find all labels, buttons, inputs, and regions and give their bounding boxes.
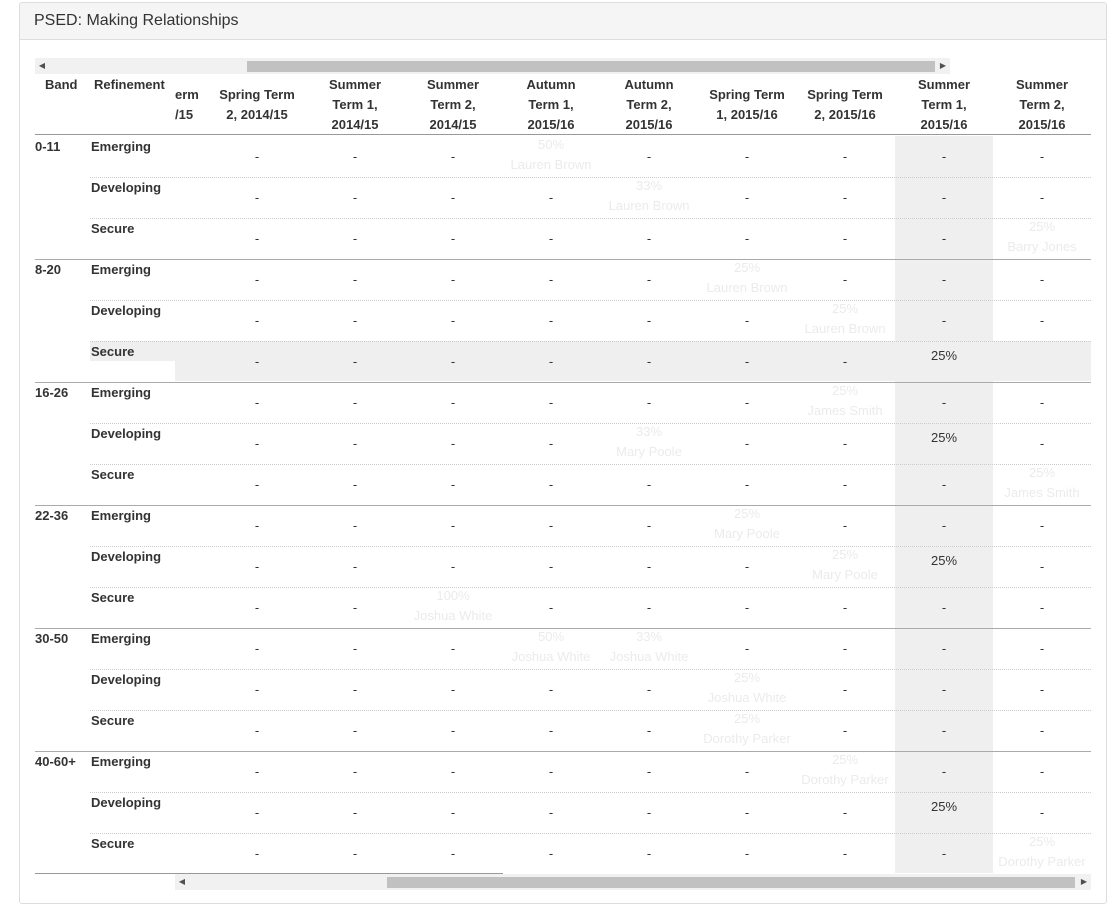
table-cell: - <box>646 846 652 861</box>
refinement-label: Emerging <box>91 139 151 154</box>
table-cell-name: Joshua White <box>511 649 591 664</box>
refinement-label: Secure <box>91 836 135 851</box>
refinement-label: Emerging <box>91 631 151 646</box>
table-cell: - <box>450 641 456 656</box>
table-cell-name: Joshua White <box>609 649 689 664</box>
table-cell: - <box>450 846 456 861</box>
table-cell: - <box>1039 518 1045 533</box>
table-cell: - <box>548 190 554 205</box>
table-cell: - <box>352 846 358 861</box>
bottom-scrollbar[interactable] <box>175 874 1091 890</box>
table-cell: - <box>548 805 554 820</box>
table-cell: - <box>254 764 260 779</box>
highlight-row-mask <box>90 361 175 381</box>
term-column-header[interactable] <box>208 85 306 125</box>
table-cell: - <box>548 477 554 492</box>
table-cell: - <box>744 231 750 246</box>
table-cell: - <box>450 436 456 451</box>
table-cell: - <box>941 764 947 779</box>
table-cell: - <box>254 518 260 533</box>
table-cell: - <box>941 149 947 164</box>
column-header-line: Summer <box>917 77 971 92</box>
column-header-line: Term 1, <box>921 97 967 112</box>
table-cell: - <box>450 559 456 574</box>
refinement-label: Developing <box>91 795 162 810</box>
refinement-label: Developing <box>91 549 162 564</box>
band-label: 40-60+ <box>35 754 76 769</box>
table-cell: - <box>450 682 456 697</box>
scrollbar-thumb[interactable] <box>387 877 1075 888</box>
table-cell: - <box>1039 682 1045 697</box>
table-cell: - <box>352 231 358 246</box>
table-cell: - <box>646 682 652 697</box>
table-cell: - <box>842 682 848 697</box>
table-cell: - <box>352 272 358 287</box>
refinement-label: Secure <box>91 713 135 728</box>
table-cell: - <box>1039 805 1045 820</box>
table-cell: - <box>548 395 554 410</box>
table-cell: - <box>941 313 947 328</box>
scrollbar-thumb[interactable] <box>247 61 935 72</box>
term-column-header[interactable] <box>993 75 1091 135</box>
table-cell: - <box>646 600 652 615</box>
table-cell-name: Lauren Brown <box>510 157 592 172</box>
scroll-right-icon[interactable]: ▶ <box>1080 877 1088 886</box>
table-cell: - <box>1039 149 1045 164</box>
table-cell: - <box>941 682 947 697</box>
row-divider <box>90 587 1091 588</box>
table-cell: - <box>548 559 554 574</box>
table-cell: - <box>646 354 652 369</box>
table-cell: - <box>744 354 750 369</box>
band-label: 0-11 <box>35 139 61 154</box>
table-cell: - <box>744 805 750 820</box>
table-cell: - <box>744 395 750 410</box>
table-cell-name: James Smith <box>807 403 883 418</box>
table-cell: - <box>1039 313 1045 328</box>
table-cell: - <box>744 764 750 779</box>
table-cell: - <box>254 313 260 328</box>
panel-title: PSED: Making Relationships <box>20 3 1106 40</box>
table-cell: - <box>254 641 260 656</box>
table-cell: - <box>548 231 554 246</box>
table-cell: - <box>646 805 652 820</box>
table-cell-name: Dorothy Parker <box>998 854 1086 869</box>
table-cell-percent: 25% <box>831 301 859 316</box>
column-header-line: Autumn <box>526 77 576 92</box>
table-cell: - <box>450 805 456 820</box>
table-cell: - <box>744 846 750 861</box>
table-cell: - <box>646 231 652 246</box>
table-cell: - <box>548 600 554 615</box>
term-column-header[interactable] <box>175 85 208 125</box>
table-cell: - <box>450 764 456 779</box>
table-cell: - <box>1039 764 1045 779</box>
table-cell: - <box>352 682 358 697</box>
table-cell: - <box>744 641 750 656</box>
band-divider <box>35 382 1091 383</box>
refinement-column-header[interactable]: Refinement <box>94 77 165 92</box>
column-header-line: 2014/15 <box>429 117 477 132</box>
table-cell: - <box>254 723 260 738</box>
refinement-label: Secure <box>91 221 135 236</box>
table-cell: - <box>941 477 947 492</box>
table-cell: - <box>450 313 456 328</box>
band-label: 30-50 <box>35 631 69 646</box>
table-cell-percent: 25% <box>831 383 859 398</box>
row-divider <box>90 177 1091 178</box>
table-cell: - <box>646 149 652 164</box>
band-divider <box>35 505 1091 506</box>
table-cell: - <box>1039 395 1045 410</box>
table-cell: - <box>646 559 652 574</box>
table-cell-name: Lauren Brown <box>608 198 690 213</box>
table-cell: - <box>352 190 358 205</box>
table-cell: - <box>450 395 456 410</box>
refinement-label: Secure <box>91 344 135 359</box>
band-label: 8-20 <box>35 262 62 277</box>
table-cell: - <box>450 518 456 533</box>
column-header-line: erm <box>175 87 199 102</box>
scroll-left-icon[interactable]: ◀ <box>38 61 46 70</box>
table-cell: - <box>646 477 652 492</box>
refinement-label: Secure <box>91 590 135 605</box>
table-cell-name: Mary Poole <box>812 567 878 582</box>
column-header-line: Term 2, <box>626 97 672 112</box>
column-header-line: 2014/15 <box>331 117 379 132</box>
table-cell: - <box>646 723 652 738</box>
table-cell: - <box>450 354 456 369</box>
table-cell-percent: 25% <box>1028 465 1056 480</box>
table-cell: - <box>646 395 652 410</box>
refinement-label: Emerging <box>91 508 151 523</box>
table-cell: - <box>254 231 260 246</box>
table-cell-name: Barry Jones <box>1007 239 1077 254</box>
column-header-line: /15 <box>175 107 194 122</box>
scroll-left-icon[interactable]: ◀ <box>178 877 186 886</box>
table-cell: - <box>1039 559 1045 574</box>
table-cell: - <box>744 477 750 492</box>
column-header-line: Term 2, <box>1019 97 1065 112</box>
table-cell: - <box>254 354 260 369</box>
table-cell-percent: 25% <box>831 547 859 562</box>
table-cell: - <box>744 559 750 574</box>
table-cell-percent: 33% <box>635 629 663 644</box>
band-label: 16-26 <box>35 385 69 400</box>
table-cell: - <box>352 518 358 533</box>
table-cell: - <box>352 805 358 820</box>
scroll-right-icon[interactable]: ▶ <box>939 61 947 70</box>
table-cell: - <box>941 190 947 205</box>
term-column-header[interactable] <box>895 75 993 135</box>
table-cell: - <box>941 723 947 738</box>
table-cell: - <box>941 395 947 410</box>
refinement-label: Developing <box>91 426 162 441</box>
table-cell: - <box>254 272 260 287</box>
table-cell: - <box>842 354 848 369</box>
table-cell-name: Lauren Brown <box>804 321 886 336</box>
table-cell-percent: 25% <box>831 752 859 767</box>
table-cell: - <box>548 846 554 861</box>
row-divider <box>90 300 1091 301</box>
table-cell: - <box>548 723 554 738</box>
table-cell: - <box>744 313 750 328</box>
table-cell: - <box>352 354 358 369</box>
table-cell: - <box>941 600 947 615</box>
table-cell: - <box>941 641 947 656</box>
table-cell: - <box>254 600 260 615</box>
table-cell: - <box>254 559 260 574</box>
table-cell: - <box>548 682 554 697</box>
table-cell-value: 25% <box>930 348 958 363</box>
row-divider <box>90 669 1091 670</box>
row-divider <box>90 423 1091 424</box>
row-divider <box>90 792 1091 793</box>
table-cell: - <box>352 764 358 779</box>
table-cell: - <box>352 313 358 328</box>
table-cell: - <box>744 149 750 164</box>
table-cell: - <box>352 641 358 656</box>
term-column-header[interactable] <box>600 75 698 135</box>
table-cell: - <box>744 190 750 205</box>
table-cell-percent: 25% <box>1028 834 1056 849</box>
table-cell: - <box>842 272 848 287</box>
table-cell-name: Mary Poole <box>616 444 682 459</box>
table-cell: - <box>548 518 554 533</box>
table-cell-percent: 50% <box>537 629 565 644</box>
column-header-line: Term 1, <box>332 97 378 112</box>
row-divider <box>90 546 1091 547</box>
column-header-line: 2, 2015/16 <box>814 107 876 122</box>
table-cell-percent: 25% <box>733 506 761 521</box>
table-cell: - <box>646 518 652 533</box>
row-divider <box>90 710 1091 711</box>
table-cell: - <box>744 600 750 615</box>
refinement-label: Emerging <box>91 262 151 277</box>
term-column-header[interactable] <box>404 75 502 135</box>
band-column-header[interactable]: Band <box>45 77 78 92</box>
refinement-label: Emerging <box>91 385 151 400</box>
term-column-header[interactable] <box>306 75 404 135</box>
table-cell: - <box>941 518 947 533</box>
table-cell: - <box>352 477 358 492</box>
band-label: 22-36 <box>35 508 69 523</box>
table-cell: - <box>1039 436 1045 451</box>
column-header-line: Autumn <box>624 77 674 92</box>
refinement-label: Developing <box>91 303 162 318</box>
table-cell: - <box>941 846 947 861</box>
refinement-label: Developing <box>91 672 162 687</box>
table-cell: - <box>1039 723 1045 738</box>
table-cell: - <box>254 395 260 410</box>
column-header-line: Term 2, <box>430 97 476 112</box>
term-column-header[interactable] <box>796 85 894 125</box>
table-cell-name: Dorothy Parker <box>703 731 791 746</box>
band-divider <box>35 259 1091 260</box>
column-header-line: Spring Term <box>807 87 883 102</box>
row-divider <box>90 218 1091 219</box>
table-cell: - <box>842 723 848 738</box>
table-cell: - <box>842 190 848 205</box>
table-cell: - <box>254 149 260 164</box>
row-divider <box>90 341 1091 342</box>
table-cell-value: 25% <box>930 430 958 445</box>
table-cell: - <box>352 149 358 164</box>
row-divider <box>90 833 1091 834</box>
refinement-label: Developing <box>91 180 162 195</box>
column-header-line: Summer <box>1015 77 1069 92</box>
table-cell: - <box>842 805 848 820</box>
table-cell: - <box>254 190 260 205</box>
term-column-header[interactable] <box>698 85 796 125</box>
table-cell: - <box>646 272 652 287</box>
table-cell: - <box>548 272 554 287</box>
table-cell: - <box>842 518 848 533</box>
table-cell: - <box>450 190 456 205</box>
table-cell-name: Dorothy Parker <box>801 772 889 787</box>
table-cell-name: James Smith <box>1004 485 1080 500</box>
column-header-line: 2015/16 <box>920 117 968 132</box>
table-cell: - <box>842 641 848 656</box>
table-cell-percent: 25% <box>733 711 761 726</box>
refinement-label: Emerging <box>91 754 151 769</box>
table-cell-name: Mary Poole <box>714 526 780 541</box>
table-cell-value: 25% <box>930 553 958 568</box>
table-cell: - <box>352 395 358 410</box>
column-header-line: 2, 2014/15 <box>226 107 288 122</box>
table-cell: - <box>450 477 456 492</box>
table-cell-percent: 25% <box>1028 219 1056 234</box>
table-cell-name: Lauren Brown <box>706 280 788 295</box>
table-cell: - <box>842 600 848 615</box>
table-cell: - <box>842 436 848 451</box>
table-cell: - <box>450 272 456 287</box>
table-cell: - <box>744 436 750 451</box>
table-cell: - <box>1039 641 1045 656</box>
column-header-line: Spring Term <box>219 87 295 102</box>
table-cell: - <box>450 149 456 164</box>
column-header-line: 2015/16 <box>527 117 575 132</box>
table-cell: - <box>548 436 554 451</box>
table-cell: - <box>842 231 848 246</box>
column-header-line: Spring Term <box>709 87 785 102</box>
table-cell: - <box>1039 272 1045 287</box>
column-header-line: Summer <box>426 77 480 92</box>
table-cell: - <box>548 764 554 779</box>
table-cell: - <box>254 805 260 820</box>
column-header-line: Term 1, <box>528 97 574 112</box>
table-cell-percent: 25% <box>733 670 761 685</box>
table-cell: - <box>254 436 260 451</box>
table-cell: - <box>352 559 358 574</box>
table-cell-percent: 50% <box>537 137 565 152</box>
table-cell: - <box>842 477 848 492</box>
table-cell-value: 25% <box>930 799 958 814</box>
term-column-header[interactable] <box>502 75 600 135</box>
table-cell: - <box>1039 600 1045 615</box>
table-cell: - <box>941 272 947 287</box>
table-cell: - <box>842 149 848 164</box>
table-cell-percent: 33% <box>635 178 663 193</box>
table-cell: - <box>450 231 456 246</box>
table-cell: - <box>254 477 260 492</box>
table-cell: - <box>352 600 358 615</box>
table-cell: - <box>1039 190 1045 205</box>
top-scrollbar[interactable] <box>35 58 950 74</box>
table-cell-percent: 25% <box>733 260 761 275</box>
table-cell: - <box>352 436 358 451</box>
table-cell: - <box>941 231 947 246</box>
table-cell-name: Joshua White <box>413 608 493 623</box>
table-cell: - <box>548 354 554 369</box>
table-cell: - <box>646 313 652 328</box>
column-header-line: Summer <box>328 77 382 92</box>
table-cell: - <box>254 682 260 697</box>
table-cell: - <box>646 764 652 779</box>
column-header-line: 2015/16 <box>1018 117 1066 132</box>
refinement-label: Secure <box>91 467 135 482</box>
table-cell: - <box>352 723 358 738</box>
table-cell-percent: 100% <box>436 588 470 603</box>
column-header-line: 1, 2015/16 <box>716 107 778 122</box>
row-divider <box>90 464 1091 465</box>
table-cell-name: Joshua White <box>707 690 787 705</box>
table-cell-percent: 33% <box>635 424 663 439</box>
table-cell: - <box>450 723 456 738</box>
column-header-line: 2015/16 <box>625 117 673 132</box>
table-cell: - <box>842 846 848 861</box>
table-cell: - <box>548 313 554 328</box>
table-cell: - <box>254 846 260 861</box>
band-divider <box>35 751 1091 752</box>
